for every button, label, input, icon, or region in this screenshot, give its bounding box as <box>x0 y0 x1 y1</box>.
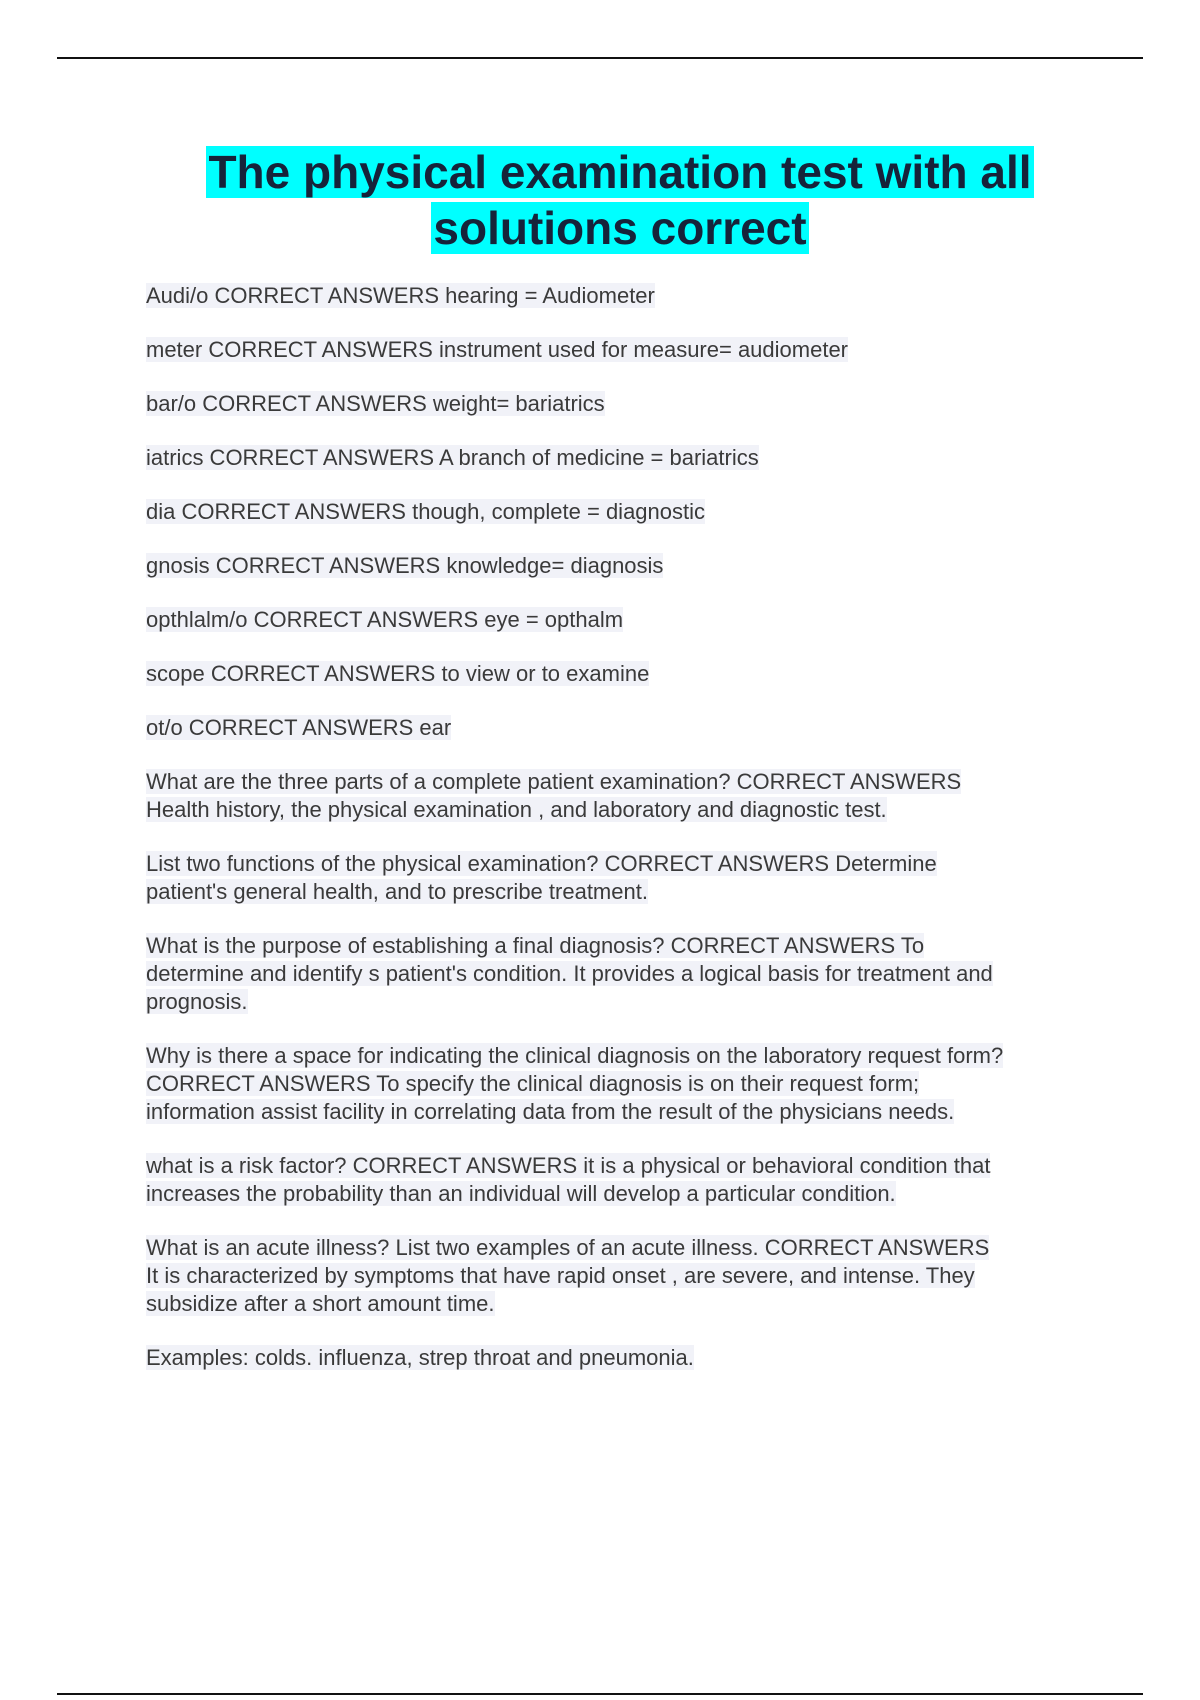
qa-item-line: What is an acute illness? List two examples of an acute illness. CORRECT ANSWERS <box>146 1235 990 1260</box>
qa-item-line: It is characterized by symptoms that have rapid onset , are severe, and intense. They <box>146 1263 975 1288</box>
qa-item <box>146 1234 1086 1318</box>
qa-item-line: gnosis CORRECT ANSWERS knowledge= diagnosis <box>146 553 664 578</box>
title-line: The physical examination test with all <box>208 146 1032 198</box>
qa-item-line: subsidize after a short amount time. <box>146 1291 495 1316</box>
qa-item <box>146 606 1086 634</box>
qa-item-line: dia CORRECT ANSWERS though, complete = diagnostic <box>146 499 706 524</box>
qa-item <box>146 336 1086 364</box>
page-bottom-rule <box>57 1693 1143 1695</box>
qa-item-line: patient's general health, and to prescribe treatment. <box>146 879 648 904</box>
qa-item <box>146 282 1086 310</box>
qa-item-line: bar/o CORRECT ANSWERS weight= bariatrics <box>146 391 605 416</box>
qa-item <box>146 932 1086 1016</box>
qa-item-line: opthlalm/o CORRECT ANSWERS eye = opthalm <box>146 607 624 632</box>
qa-item <box>146 714 1086 742</box>
qa-item-line: prognosis. <box>146 989 248 1014</box>
qa-item-line: iatrics CORRECT ANSWERS A branch of medicine = bariatrics <box>146 445 759 470</box>
qa-item-line: determine and identify s patient's condition. It provides a logical basis for treatment and <box>146 961 993 986</box>
qa-item <box>146 552 1086 580</box>
qa-item-line: what is a risk factor? CORRECT ANSWERS it is a physical or behavioral condition that <box>146 1153 991 1178</box>
qa-item-line: Health history, the physical examination , and laboratory and diagnostic test. <box>146 797 887 822</box>
qa-item-line: Why is there a space for indicating the clinical diagnosis on the laboratory request form? <box>146 1043 1004 1068</box>
qa-item-line: ot/o CORRECT ANSWERS ear <box>146 715 452 740</box>
qa-item-line: What is the purpose of establishing a final diagnosis? CORRECT ANSWERS To <box>146 933 925 958</box>
qa-item-line: information assist facility in correlating data from the result of the physicians needs. <box>146 1099 955 1124</box>
qa-item <box>146 1042 1086 1126</box>
qa-item <box>146 390 1086 418</box>
page-top-rule <box>57 57 1143 59</box>
qa-item <box>146 498 1086 526</box>
qa-item <box>146 1152 1086 1208</box>
title-line: solutions correct <box>433 202 807 254</box>
qa-item-line: meter CORRECT ANSWERS instrument used for measure= audiometer <box>146 337 849 362</box>
qa-item <box>146 850 1086 906</box>
qa-item-line: increases the probability than an individual will develop a particular condition. <box>146 1181 896 1206</box>
qa-item <box>146 1344 1086 1372</box>
document-title <box>140 144 1100 256</box>
qa-item-line: CORRECT ANSWERS To specify the clinical diagnosis is on their request form; <box>146 1071 920 1096</box>
qa-item <box>146 768 1086 824</box>
qa-item-line: What are the three parts of a complete patient examination? CORRECT ANSWERS <box>146 769 962 794</box>
qa-item <box>146 444 1086 472</box>
qa-content <box>146 282 1086 1398</box>
qa-item <box>146 660 1086 688</box>
qa-item-line: Examples: colds. influenza, strep throat and pneumonia. <box>146 1345 694 1370</box>
qa-item-line: List two functions of the physical examination? CORRECT ANSWERS Determine <box>146 851 937 876</box>
qa-item-line: scope CORRECT ANSWERS to view or to examine <box>146 661 650 686</box>
qa-item-line: Audi/o CORRECT ANSWERS hearing = Audiometer <box>146 283 655 308</box>
